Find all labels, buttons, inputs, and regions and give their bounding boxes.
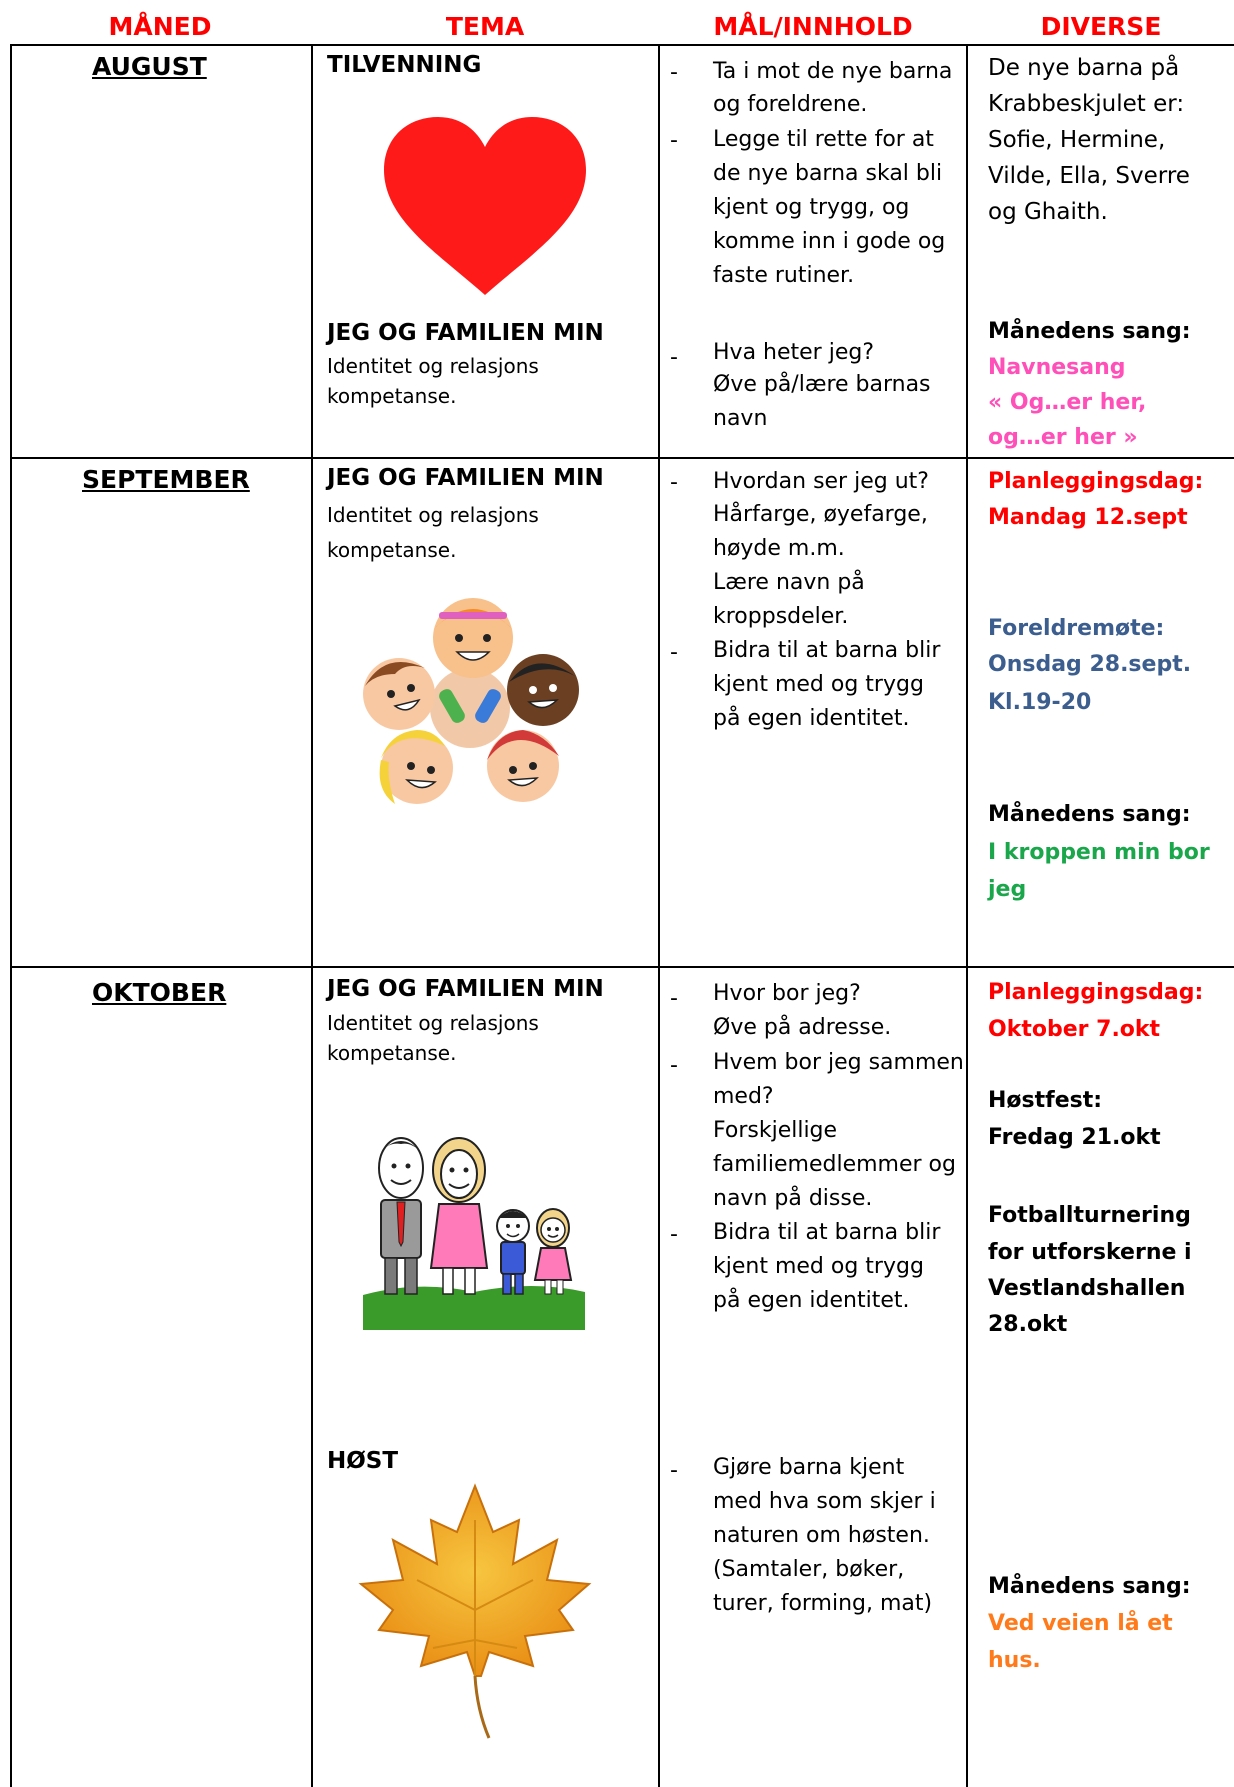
goal-line: med hva som skjer i (713, 1489, 936, 1514)
header-month: MÅNED (108, 12, 212, 41)
col-line (311, 46, 313, 1787)
maple-leaf-icon (357, 1480, 593, 1742)
misc-line: Sofie, Hermine, (988, 127, 1166, 153)
planning-day: Oktober 7.okt (988, 1017, 1161, 1042)
august-divider (10, 457, 1234, 459)
goal-line: navn på disse. (713, 1186, 873, 1211)
autumn-party: Fredag 21.okt (988, 1125, 1161, 1150)
bullet-dash: - (670, 345, 678, 370)
month-september: SEPTEMBER (82, 465, 250, 494)
goal-line: Bidra til at barna blir (713, 638, 941, 663)
month-august: AUGUST (92, 52, 207, 81)
misc-line: Vilde, Ella, Sverre (988, 163, 1190, 189)
col-line (10, 46, 12, 1787)
col-line (658, 46, 660, 1787)
goal-line: på egen identitet. (713, 706, 910, 731)
header-theme: TEMA (445, 12, 525, 41)
month-oktober: OKTOBER (92, 978, 227, 1007)
bullet-dash: - (670, 986, 678, 1011)
theme-sub: kompetanse. (327, 1041, 457, 1065)
goal-line: med? (713, 1084, 774, 1109)
goal-line: Forskjellige (713, 1118, 838, 1143)
goal-line: Øve på/lære barnas (713, 372, 931, 397)
goal-line: Legge til rette for at (713, 127, 934, 152)
goal-line: kjent og trygg, og (713, 195, 910, 220)
goal-line: kjent med og trygg (713, 1254, 924, 1279)
goal-line: familiemedlemmer og (713, 1152, 956, 1177)
song-label: Månedens sang: (988, 1574, 1191, 1599)
theme-sub: Identitet og relasjons (327, 1011, 539, 1035)
heart-icon (380, 115, 590, 300)
children-circle-icon (345, 590, 595, 820)
parent-meeting: Onsdag 28.sept. (988, 652, 1192, 677)
goal-line: Hvor bor jeg? (713, 981, 861, 1006)
header-goal: MÅL/INNHOLD (713, 12, 913, 41)
theme-family: JEG OG FAMILIEN MIN (327, 976, 604, 1002)
football-tournament: Vestlandshallen (988, 1276, 1186, 1301)
goal-line: Ta i mot de nye barna (713, 59, 953, 84)
goal-line: Hva heter jeg? (713, 340, 875, 365)
bullet-dash: - (670, 1053, 678, 1078)
theme-sub: Identitet og relasjons (327, 503, 539, 527)
goal-line: Bidra til at barna blir (713, 1220, 941, 1245)
planning-day: Planleggingsdag: (988, 469, 1204, 494)
header-misc: DIVERSE (1040, 12, 1162, 41)
goal-line: Hårfarge, øyefarge, (713, 502, 928, 527)
song-title: « Og…er her, (988, 390, 1147, 415)
misc-line: og Ghaith. (988, 199, 1108, 225)
goal-line: kjent med og trygg (713, 672, 924, 697)
autumn-party: Høstfest: (988, 1088, 1103, 1113)
song-title: jeg (988, 877, 1027, 902)
goal-line: naturen om høsten. (713, 1523, 930, 1548)
goal-line: faste rutiner. (713, 263, 855, 288)
planning-day: Mandag 12.sept (988, 505, 1188, 530)
bullet-dash: - (670, 470, 678, 495)
bullet-dash: - (670, 1222, 678, 1247)
header-divider (10, 44, 1234, 46)
goal-line: høyde m.m. (713, 536, 845, 561)
goal-line: de nye barna skal bli (713, 161, 943, 186)
song-label: Månedens sang: (988, 319, 1191, 344)
theme-tilvenning: TILVENNING (327, 52, 482, 78)
misc-line: Krabbeskjulet er: (988, 91, 1185, 117)
goal-line: Øve på adresse. (713, 1015, 892, 1040)
bullet-dash: - (670, 1458, 678, 1483)
bullet-dash: - (670, 60, 678, 85)
planning-day: Planleggingsdag: (988, 980, 1204, 1005)
goal-line: på egen identitet. (713, 1288, 910, 1313)
song-title: hus. (988, 1648, 1041, 1673)
parent-meeting: Foreldremøte: (988, 616, 1165, 641)
theme-sub: kompetanse. (327, 384, 457, 408)
goal-line: navn (713, 406, 768, 431)
song-title: Navnesang (988, 355, 1126, 380)
football-tournament: Fotballturnering (988, 1203, 1191, 1228)
bullet-dash: - (670, 128, 678, 153)
goal-line: turer, forming, mat) (713, 1591, 933, 1616)
goal-line: Lære navn på (713, 570, 865, 595)
goal-line: Hvem bor jeg sammen (713, 1050, 964, 1075)
football-tournament: for utforskerne i (988, 1240, 1192, 1265)
theme-sub: Identitet og relasjons (327, 354, 539, 378)
bullet-dash: - (670, 640, 678, 665)
football-tournament: 28.okt (988, 1312, 1068, 1337)
theme-family: JEG OG FAMILIEN MIN (327, 465, 604, 491)
song-title: og…er her » (988, 425, 1138, 450)
goal-line: Hvordan ser jeg ut? (713, 469, 929, 494)
parent-meeting: Kl.19-20 (988, 690, 1092, 715)
goal-line: komme inn i gode og (713, 229, 946, 254)
september-divider (10, 966, 1234, 968)
song-label: Månedens sang: (988, 802, 1191, 827)
theme-family: JEG OG FAMILIEN MIN (327, 320, 604, 346)
goal-line: og foreldrene. (713, 92, 868, 117)
goal-line: Gjøre barna kjent (713, 1455, 905, 1480)
song-title: I kroppen min bor (988, 840, 1210, 865)
family-icon (363, 1130, 585, 1330)
goal-line: kroppsdeler. (713, 604, 849, 629)
misc-line: De nye barna på (988, 55, 1180, 81)
theme-autumn: HØST (327, 1448, 399, 1474)
song-title: Ved veien lå et (988, 1611, 1173, 1636)
col-line (966, 46, 968, 1787)
theme-sub: kompetanse. (327, 538, 457, 562)
goal-line: (Samtaler, bøker, (713, 1557, 905, 1582)
